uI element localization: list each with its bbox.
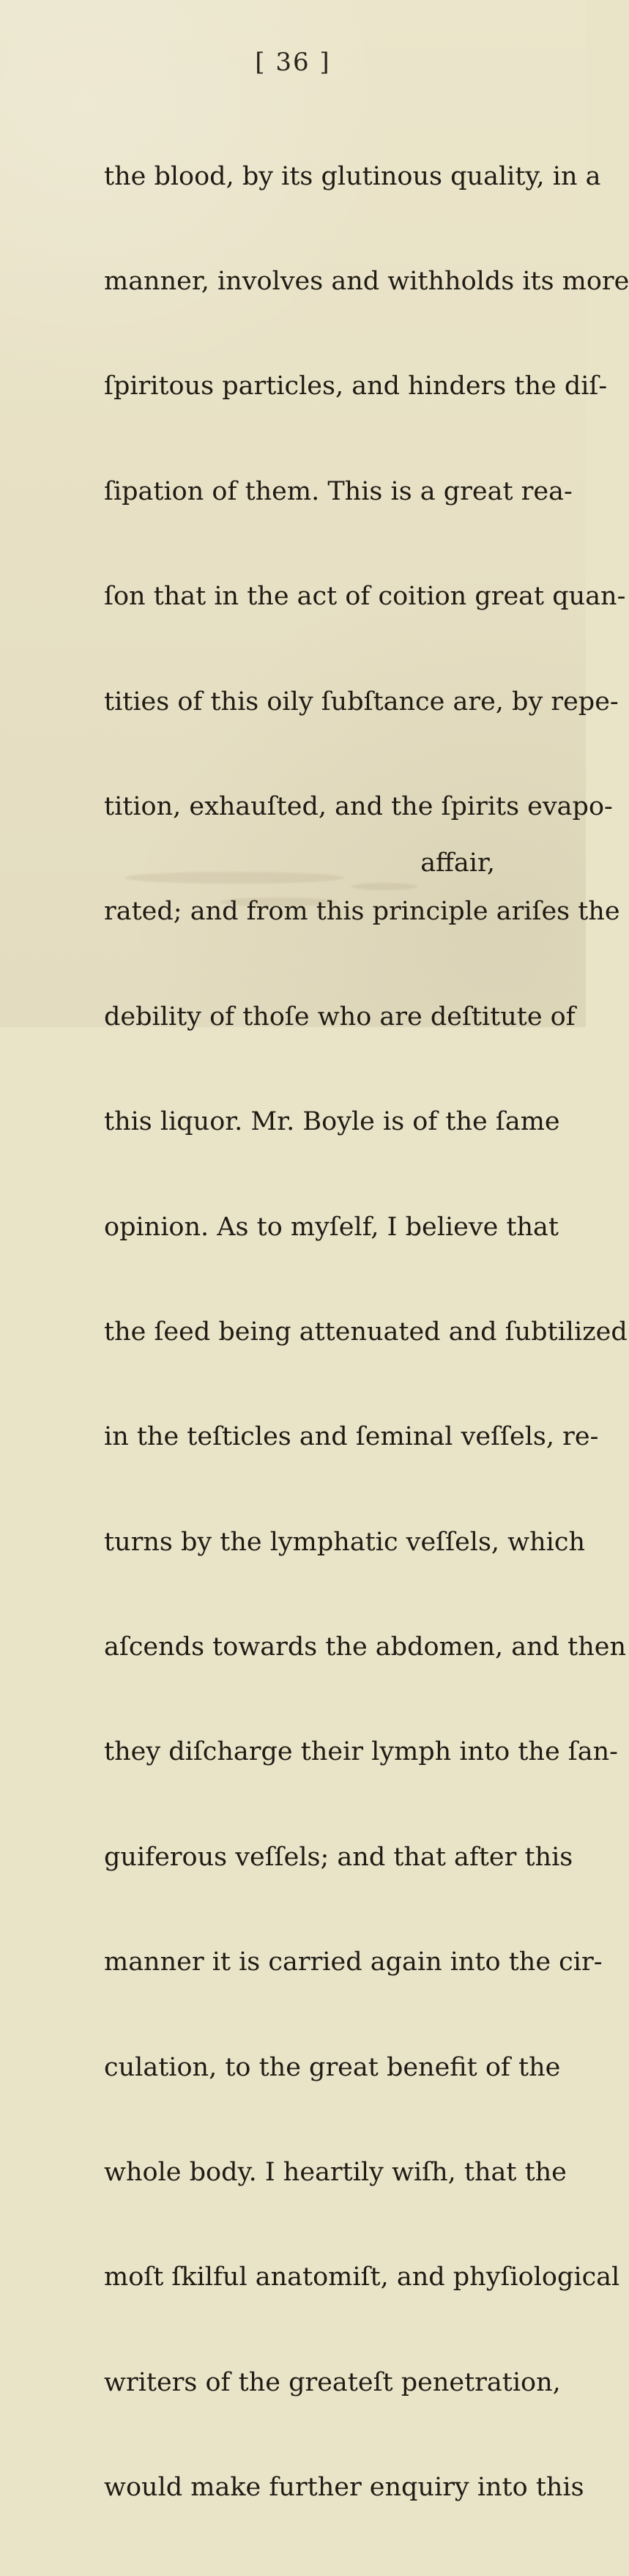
text-line-7: tition, exhauſted, and the ſpirits evapo- — [104, 791, 613, 821]
body-text — [104, 89, 629, 2576]
catchword: affair, — [420, 848, 495, 878]
text-line-2: manner, involves and withholds its more — [104, 266, 629, 296]
text-line-9: debility of thoſe who are deſtitute of — [104, 1002, 576, 1032]
text-line-5: ſon that in the act of coition great quan- — [104, 582, 626, 612]
text-line-4: ſipation of them. This is a great rea- — [104, 476, 573, 506]
paper-smudge — [351, 883, 417, 890]
text-line-23: would make further enquiry into this — [104, 2473, 584, 2503]
text-line-19: culation, to the great benefit of the — [104, 2052, 561, 2082]
text-line-15: aſcends towards the abdomen, and then — [104, 1632, 627, 1662]
text-line-6: tities of this oily ſubſtance are, by repe- — [104, 686, 619, 717]
paper-smudge — [220, 897, 337, 906]
text-line-12: the ſeed being attenuated and ſubtilized — [104, 1317, 628, 1347]
text-line-11: opinion. As to myſelf, I believe that — [104, 1212, 559, 1242]
text-line-13: in the teſticles and ſeminal veſſels, re- — [104, 1422, 599, 1452]
text-line-1: the blood, by its glutinous quality, in a — [104, 161, 601, 191]
text-line-21: moſt ſkilful anatomiſt, and phyſiological — [104, 2262, 620, 2292]
text-line-3: ſpiritous particles, and hinders the diſ- — [104, 371, 608, 401]
paper-smudge — [124, 872, 344, 884]
text-line-10: this liquor. Mr. Boyle is of the ſame — [104, 1107, 560, 1137]
text-line-20: whole body. I heartily wiſh, that the — [104, 2158, 567, 2188]
text-line-8: rated; and from this principle ariſes the — [104, 897, 620, 927]
page-number: [ 36 ] — [255, 48, 331, 77]
text-line-18: manner it is carried again into the cir- — [104, 1947, 603, 1977]
text-line-14: turns by the lymphatic veſſels, which — [104, 1527, 586, 1557]
text-line-16: they diſcharge their lymph into the ſan- — [104, 1737, 618, 1767]
text-line-17: guiferous veſſels; and that after this — [104, 1842, 573, 1872]
text-line-22: writers of the greateſt penetration, — [104, 2367, 561, 2397]
